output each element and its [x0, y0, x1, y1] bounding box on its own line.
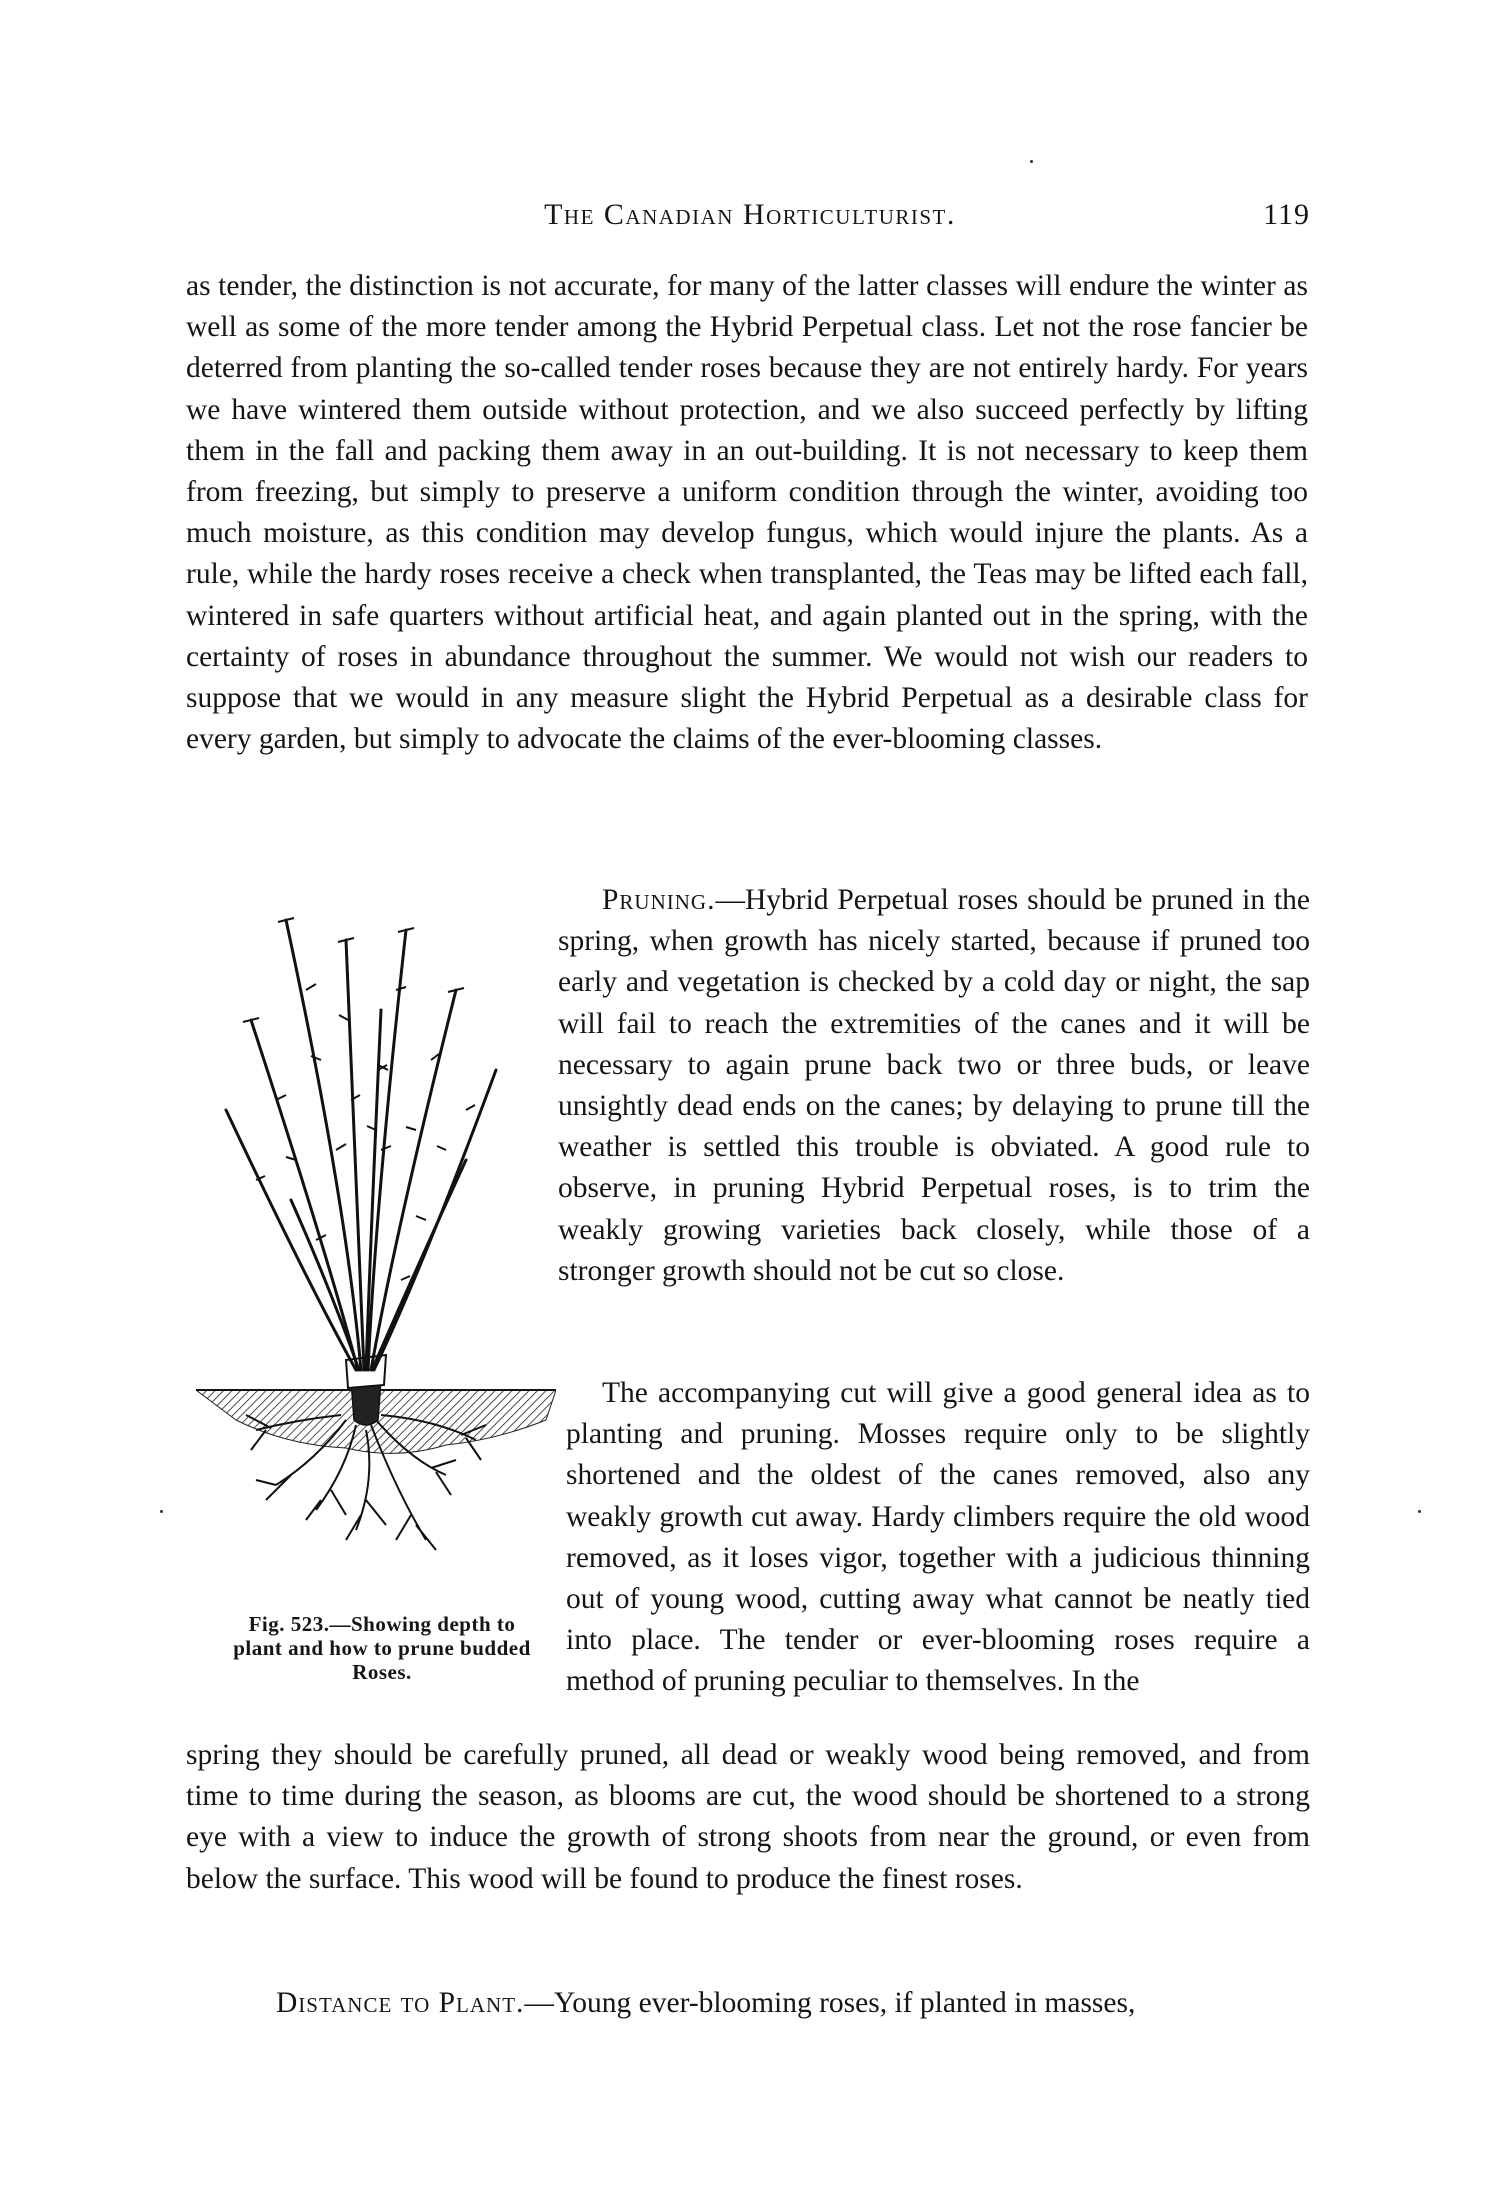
distance-body: —Young ever-blooming roses, if planted in masses,: [524, 1987, 1136, 2019]
pruning-cuts: [243, 918, 464, 1022]
paragraph-accompanying-cut: The accompanying cut will give a good general idea as to planting and pruning. Mosses require only to be slightly shortened and the oldest of the canes removed, also any weakly growth cut away. Hardy climbers require the old wood removed, as it loses vigor, together with a judicious thinning out of young wood, cutting away what cannot be neatly tied into place. The tender or ever-blooming roses require a method of pruning peculiar to themselves. In the: [566, 1377, 1310, 1698]
print-speck: [1418, 1510, 1421, 1513]
paragraph-distance-to-plant: [186, 1983, 1310, 2024]
distance-heading: Distance to Plant.: [276, 1987, 525, 2019]
rose-bush-drawing: [196, 900, 556, 1620]
pruning-body: —Hybrid Perpetual roses should be pruned in the spring, when growth has nicely started, because if pruned too early and vegetation is checked by a cold day or night, the sap will fail to reach the extremities of the canes and it will be necessary to again prune back two or three buds, or leave unsightly dead ends on the canes; by delaying to prune till the weather is settled this trouble is obviated. A good rule to observe, in pruning Hybrid Perpetual roses, is to trim the weakly growing varieties back closely, while those of a stronger growth should not be cut so close.: [558, 884, 1310, 1287]
page-number: 119: [1263, 198, 1310, 231]
rose-thorns: [256, 984, 475, 1280]
pruning-heading: Pruning.: [602, 884, 716, 916]
paragraph-ever-blooming-pruning: spring they should be carefully pruned, all dead or weakly wood being removed, and from time to time during the season, as blooms are cut, the wood should be shortened to a strong eye with a view to induce the growth of strong shoots from near the ground, or even from below the surface. This wood will be found to produce the finest roses.: [186, 1739, 1310, 1895]
figure-caption: Fig. 523.—Showing depth to plant and how to prune budded Roses.: [233, 1612, 531, 1684]
paragraph-tender-roses: as tender, the distinction is not accurate, for many of the latter classes will endure the winter as well as some of the more tender among the Hybrid Perpetual class. Let not the rose fancier be deterred from planting the so-called tender roses because they are not entirely hardy. For years we have wintered them outside without protection, and we also succeed perfectly by lifting them in the fall and packing them away in an out-building. It is not necessary to keep them from freezing, but simply to preserve a uniform condition through the winter, avoiding too much moisture, as this condition may develop fungus, which would injure the plants. As a rule, while the hardy roses receive a check when transplanted, the Teas may be lifted each fall, wintered in safe quarters without artificial heat, and again planted out in the spring, with the certainty of roses in abundance throughout the summer. We would not wish our readers to suppose that we would in any measure slight the Hybrid Perpetual as a desirable class for every garden, but simply to advocate the claims of the ever-blooming classes.: [186, 270, 1308, 756]
rose-bush-illustration: [196, 900, 556, 1620]
running-head: The Canadian Horticulturist.: [544, 198, 956, 231]
print-speck: [1030, 160, 1033, 163]
print-speck: [160, 1510, 163, 1513]
rose-canes: [226, 920, 496, 1370]
page-header: [190, 198, 1310, 238]
paragraph-pruning: [558, 880, 1310, 1292]
